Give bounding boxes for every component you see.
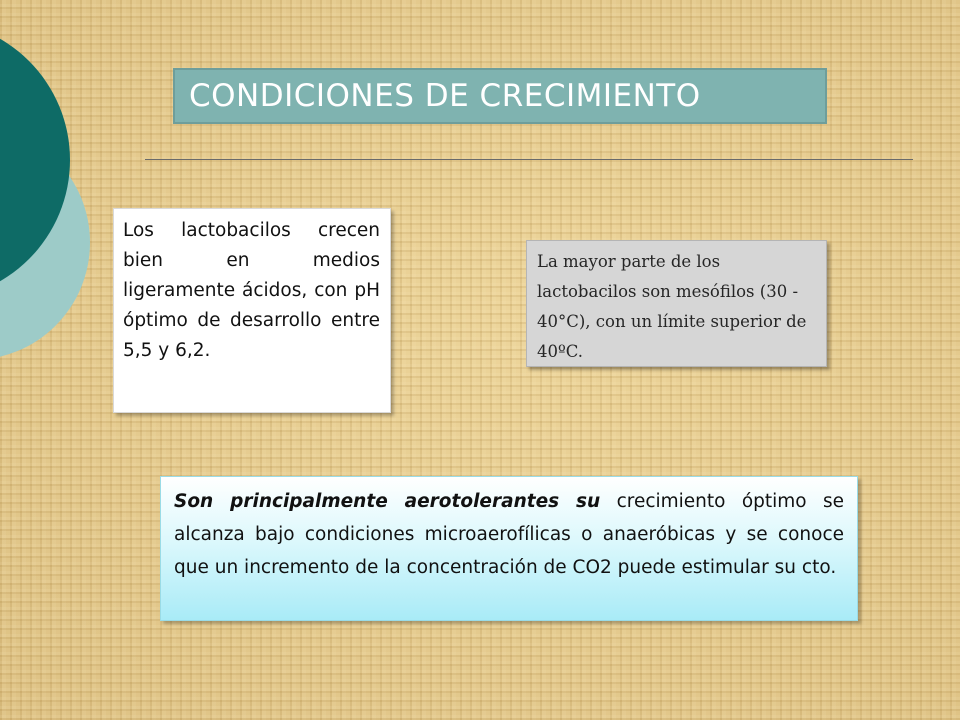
card-regular-text: crecimiento óptimo se alcanza bajo condiciones microaerofílicas o anaeróbicas y se conoce que un incremento de la concentración de CO2 puede estimular su cto. [174,491,844,578]
text-card-temperature [526,240,827,367]
text-card-acidity [113,208,391,413]
card-bold-text: Son principalmente aerotolerantes su [174,491,601,512]
card-text: Los lactobacilos crecen bien en medios ligeramente ácidos, con pH óptimo de desarrollo entre 5,5 y 6,2. [123,220,380,361]
card-text: La mayor parte de los lactobacilos son mesófilos (30 - 40°C), con un límite superior de 40ºC. [537,252,807,361]
text-card-oxygen [160,476,858,621]
title-divider [145,159,913,160]
title-box [173,68,827,124]
slide-title: CONDICIONES DE CRECIMIENTO [189,78,701,114]
card-text [174,485,844,584]
